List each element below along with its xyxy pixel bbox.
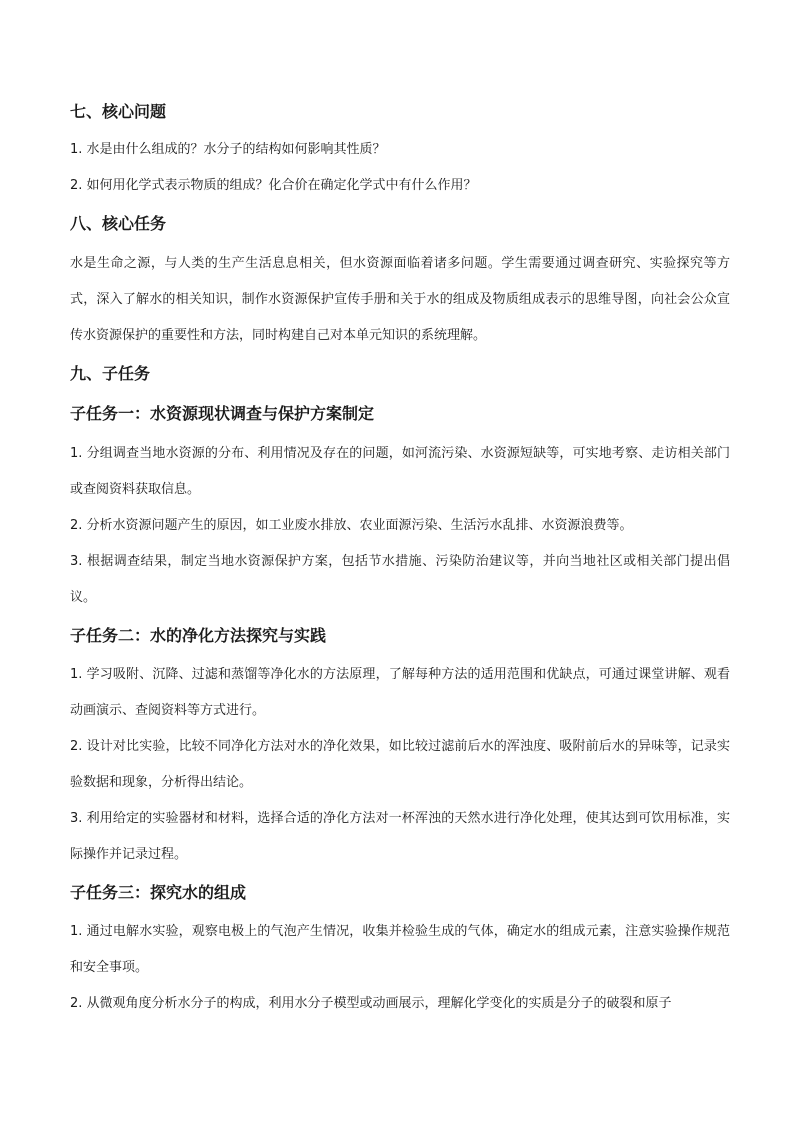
section-heading-core-questions: 七、核心问题 <box>70 102 167 121</box>
section-heading-subtasks: 九、子任务 <box>70 364 151 383</box>
subtask-1-item-1: 1. 分组调查当地水资源的分布、利用情况及存在的问题，如河流污染、水资源短缺等，可实地考察、走访相关部门或查阅资料获取信息。 <box>70 446 730 497</box>
subtask-2-item-3: 3. 利用给定的实验器材和材料，选择合适的净化方法对一杯浑浊的天然水进行净化处理，使其达到可饮用标准，实际操作并记录过程。 <box>70 811 730 862</box>
subtask-3-item-1: 1. 通过电解水实验，观察电极上的气泡产生情况，收集并检验生成的气体，确定水的组成元素，注意实验操作规范和安全事项。 <box>70 924 730 975</box>
core-task-paragraph: 水是生命之源，与人类的生产生活息息相关，但水资源面临着诸多问题。学生需要通过调查研究、实验探究等方式，深入了解水的相关知识，制作水资源保护宣传手册和关于水的组成及物质组成表示的思维导图，向社会公众宣传水资源保护的重要性和方法，同时构建自己对本单元知识的系统理解。 <box>70 256 730 343</box>
subtask-2-item-2: 2. 设计对比实验，比较不同净化方法对水的净化效果，如比较过滤前后水的浑浊度、吸附前后水的异味等，记录实验数据和现象，分析得出结论。 <box>70 739 730 790</box>
subtask-2-heading: 子任务二：水的净化方法探究与实践 <box>70 626 327 645</box>
subtask-1-item-2: 2. 分析水资源问题产生的原因，如工业废水排放、农业面源污染、生活污水乱排、水资源浪费等。 <box>70 518 633 533</box>
subtask-3-heading: 子任务三：探究水的组成 <box>70 883 247 902</box>
subtask-1-heading: 子任务一：水资源现状调查与保护方案制定 <box>70 404 375 423</box>
core-question-1: 1. 水是由什么组成的？水分子的结构如何影响其性质？ <box>70 142 386 157</box>
subtask-3-item-2: 2. 从微观角度分析水分子的构成，利用水分子模型或动画展示，理解化学变化的实质是分子的破裂和原子 <box>70 996 672 1011</box>
section-heading-core-task: 八、核心任务 <box>70 214 167 233</box>
core-question-2: 2. 如何用化学式表示物质的组成？化合价在确定化学式中有什么作用？ <box>70 178 477 193</box>
subtask-1-item-3: 3. 根据调查结果，制定当地水资源保护方案，包括节水措施、污染防治建议等，并向当地社区或相关部门提出倡议。 <box>70 554 730 605</box>
subtask-2-item-1: 1. 学习吸附、沉降、过滤和蒸馏等净化水的方法原理，了解每种方法的适用范围和优缺点，可通过课堂讲解、观看动画演示、查阅资料等方式进行。 <box>70 667 730 718</box>
